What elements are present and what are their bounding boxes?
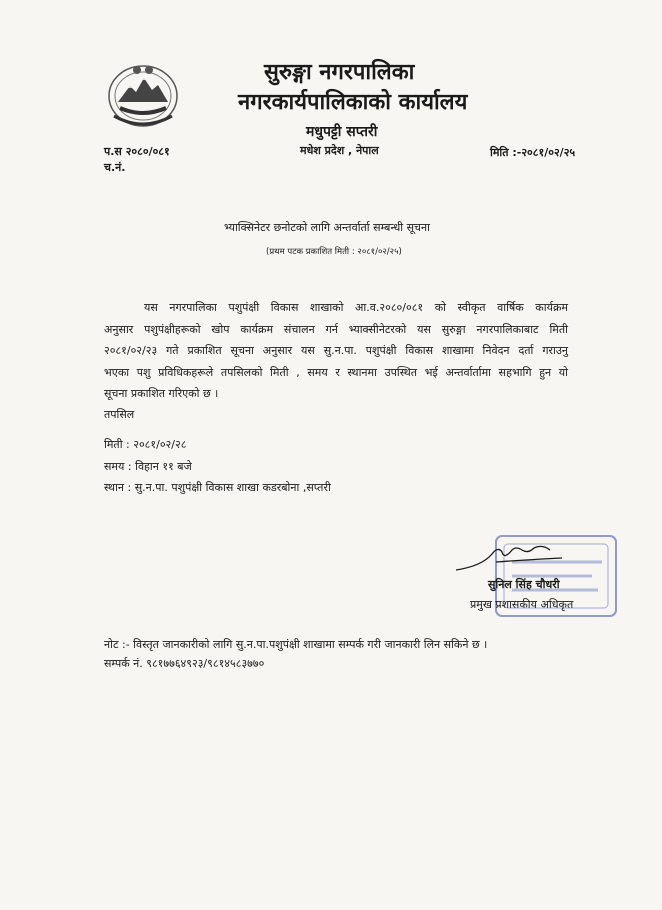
signature-icon (452, 540, 572, 576)
footer-note: नोट :- विस्तृत जानकारीको लागि सु.न.पा.पशुपंक्षी शाखामा सम्पर्क गरी जानकारी लिन सकिने छ । (104, 638, 488, 651)
dispatch-number-label: च.नं. (104, 161, 126, 174)
office-province: मधेश प्रदेश , नेपाल (300, 144, 379, 157)
body-line: अनुसार पशुपंक्षीहरूको खोप कार्यक्रम संचालन गर्न भ्याक्सीनेटरको यस सुरुङ्गा नगरपालिकाबाट मिती (104, 322, 568, 336)
office-location: मधुपट्टी सप्तरी (306, 124, 378, 140)
notice-body (104, 297, 568, 405)
letter-date: मिति :-२०८१/०२/२५ (490, 146, 576, 159)
body-line: सूचना प्रकाशित गरिएको छ । (104, 387, 219, 400)
contact-number: सम्पर्क नं. ९८१७७६४९२३/९८१४५८३७७० (104, 657, 265, 670)
interview-place: स्थान : सु.न.पा. पशुपंक्षी विकास शाखा कडरबोना ,सप्तरी (104, 481, 331, 494)
interview-time: समय : विहान ११ बजे (104, 460, 192, 473)
first-published-date: (प्रथम पटक प्रकाशित मिती : २०८१/०२/२५) (266, 247, 402, 257)
office-name: नगरकार्यपालिकाको कार्यालय (238, 89, 468, 115)
reference-number: प.स २०८०/०८१ (104, 145, 170, 158)
details-label: तपसिल (104, 408, 135, 421)
body-line: यस नगरपालिका पशुपंक्षी विकास शाखाको आ.व.२०८०/०८१ को स्वीकृत वार्षिक कार्यक्रम (144, 301, 568, 314)
interview-date: मिती : २०८१/०२/२८ (104, 438, 187, 451)
signer-name: सुनिल सिंह चौधरी (488, 578, 560, 591)
body-line: भएका पशु प्रविधिकहरूले तपसिलको मिती , समय र स्थानमा उपस्थित भई अन्तर्वार्तामा सहभागि हुन यो (104, 365, 568, 379)
body-line: २०८१/०२/२३ गते प्रकाशित सूचना अनुसार यस सु.न.पा. पशुपंक्षी विकास शाखामा निवेदन दर्ता गराउनु (104, 344, 568, 357)
government-emblem-icon (104, 58, 182, 130)
notice-title: भ्याक्सिनेटर छनोटको लागि अन्तर्वार्ता सम्बन्धी सूचना (224, 221, 430, 234)
signer-title: प्रमुख प्रशासकीय अधिकृत (470, 598, 574, 611)
org-name: सुरुङ्गा नगरपालिका (264, 59, 415, 85)
